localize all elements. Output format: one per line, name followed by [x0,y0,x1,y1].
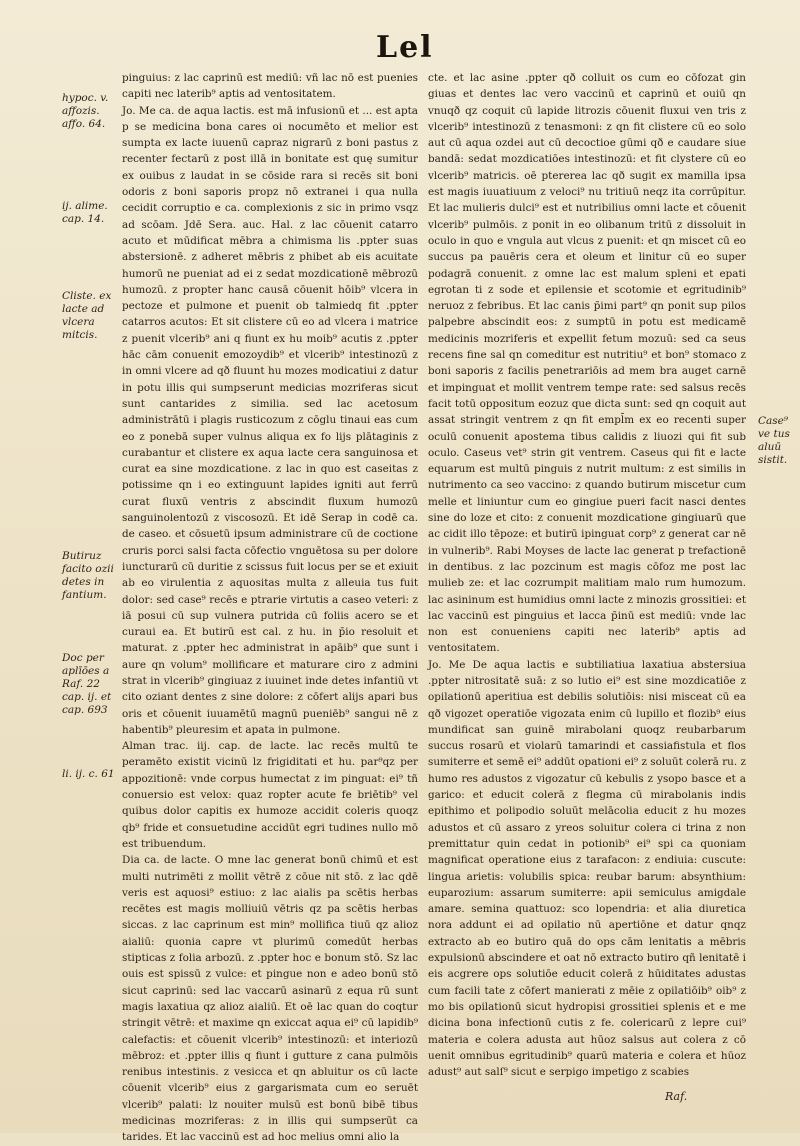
folio-number: Lel [376,30,434,65]
margin-note-butiru: Butiruz facito ozii detes in fantium. [62,550,114,601]
right-column [428,70,746,1100]
right-paragraph: Jo. Me De aqua lactis e subtiliatiua laxatiua abstersiua .ppter nitrositatē suā: z so lutio ei⁹ est sine mozdicatiōe z opilationū aperitiua est debilis solutiōis: nisi misceat cū ea qð vigozet operatiōe vigozata enim cū lupillo et flozib⁹ eius mundificat san guinē mirabolani quoqz reubarbarum succus rosarū et violarū tamarindi et cassiafistula et flos sumiterre et semē ei⁹ addūt opationi ei⁹ z soluūt colerā ru. z humo res adustos z vigozatur cū kebulis z ysopo basce et a garico: et educit colerā z flegma cū mirabolanis indis epithimo et polipodio soluūt melācolia educit z hu mozes adustos et cū assaro z yreos soluitur colera ci trina z non premittatur quin cedat in potionib⁹ ei⁹ spi ca quoniam magnificat operatione eius z tarafacon: z endiuia: cuscute: lingua arietis: volubilis spica: reubar barum: absynthium: euparozium: assarum sumiterre: apii semiculus amigdale amare. semina quattuoz: sco lopendria: et alia diuretica nora addunt ei ad opilatio nū apertiōne et datur qnqz extracto ab eo butiro quā do ops cām lenitatis a mēbris expulsionū abscindere et oat nō extracto butiro qñ lenitatē i eis acgrere ops solutiōe educit colerā z hūiditates adustas cum facili tate z cōfert manierati z mēie z opilatiōib⁹ oib⁹ z mo bis opilationū sicut hydropisi grossitiei splenis et e me dicina bona infectionū cutis z fe. colericarū z lepre cui⁹ materia e colera adusta aut hūoz salsus aut colera z cō uenit omnibus egritudinib⁹ quarū materia e colera et hūoz adust⁹ aut salſ⁹ sicut e serpigo impetigo z scabies [428,658,746,1079]
margin-note-cliste: Cliste. ex lacte ad vlcera mitcis. [62,290,112,341]
catchword: Raf. [665,1090,688,1103]
left-paragraph: Jo. Me ca. de aqua lactis. est mā infusionū et ... est apta p se medicina bona cares oi nocumēto et melior est sumpta ex lacte iuuenū capraz nigrarū z boni pastus z recenter fectarū z post illā in bonitate est quę sumitur ex ouibus z laudat in se cōside rara si recēs sit boni odoris z boni saporis propz nō extranei i qua nulla cecidit corruptio e ca. complexionis z sic in primo vsqz ad scōam. Jdē Sera. auc. Hal. z lac cōuenit catarro acuto et mūdificat mēbra a chimisma lis .ppter suas abstersionē. z adheret mēbris z phibet ab eis acuitate humorū ne pueniat ad ei z sedat mozdicationē mēbrozū humozū. z propter hanc causā cōuenit hōib⁹ vlcera in pectoze et pulmone et puenit ob talmiedq fit .ppter catarros acutos: Et sit clistere cū eo ad vlcera i matrice z puenit vlcerib⁹ ani q fiunt ex hu moib⁹ acutis z .ppter hāc cām conuenit emozoydib⁹ et vlcerib⁹ intestinozū z in omni vlcere ad qð fluunt hu mozes modicatiui z datur in potu illis qui sumpserunt medicias mozriferas sicut sunt cantarides z similia. sed lac acetosum administrātū i plagis rusticozum z cōglu tinaui eas cum eo z ponebā super vulnus aliqua ex fo lijs plātaginis z curabantur et clistere ex aqua lacte cera sanguinosa et curat ea sine mozdicatione. z lac in quo est caseitas z potissime qn i eo extinguunt lapides igniti aut ferrū curat fluxū ventris z abscindit fluxum humozū sanguinolentozū z viscosozū. Et idē Serap in codē ca. de caseo. et cōsuetū ipsum administrare cū de coctione cruris porci salsi facta cōfectio vnguētosa su per dolore iuncturarū cū duritie z scissus fuit locus per se et exiuit ab eo virulentia z aquositas multa z alleuia tus fuit dolor: sed case⁹ recēs e ptrarie virtutis a caseo veteri: z iā posui cū sup vulnera putrida cū foliis acero se et curaui ea. Et butirū est cal. z hu. in p̄io resoluit et maturat. z .ppter hec administrat in apāib⁹ que sunt i aure qn volum⁹ mollificare et maturare ciro z admini strat in vlcerib⁹ gingiuaz z iuuinet inde detes infantiū vt cito oziant dentes z sine dolore: z cōfert alijs apari bus oris et cōuenit iuuamētū magnū pueniēb⁹ sangui nē z habentib⁹ pleuresim et apata in pulmone. [122,104,418,736]
margin-note-hypoc: hypoc. v. affozis. affo. 64. [62,92,109,130]
margin-note-lic: li. ij. c. 61 [62,768,115,780]
margin-note-case: Case⁹ ve tus aluū sistit. [758,415,790,466]
left-column [122,70,418,1144]
left-paragraph: pinguius: z lac caprinū est mediū: vñ lac nō est puenies capiti nec laterib⁹ aptis ad ventositatem. [122,72,418,101]
right-paragraph: cte. et lac asine .ppter qð colluit os cum eo cōfozat gin giuas et dentes lac vero vaccinū et caprinū et ouiū qn vnuqð qz coquit cū lapide litrozis cōuenit fluxui ven tris z vlcerib⁹ intestinozū z tenasmoni: z qn fit clistere cū eo solo aut cū aqua ozdei aut cū decoctioe gūmi qð e caudare siue bandā: sedat mozdicatiōes intestinozū: et fit clystere cū eo vlcerib⁹ matricis. oē ptererea lac qð sugit ex mamilla ipsa est magis iuuatiuum z veloci⁹ nu tritiuū neqz ita corrūpitur. Et lac mulieris dulci⁹ est et nutribilius omni lacte et cōuenit vlcerib⁹ pulmōis. z ponit in eo olibanum tritū z dissoluit in oculo in quo e vngula aut vlcus z puenit: et qn miscet cū eo succus pa pauēris cera et oleum et linitur cū eo super podagrā conuenit. z omne lac est malum spleni et epati egrotan ti z sode et epilensie et scotomie et egritudinib⁹ neruoz z febribus. Et lac canis p̄imi part⁹ qn ponit sup pilos palpebre abscindit eos: z sumptū in potu est medicamē medicinis mozriferis et expellit fetum mozuū: sed ca seus recens fine sal qn comeditur est nutritiu⁹ et bon⁹ stomaco z boni saporis z facilis penetrariōis ad mem bra auget carnē et impinguat et mollit ventrem tempe rate: sed salsus recēs facit totū oppositum eozuz que dicta sunt: sed qn coquit aut assat stringit ventrem z qn fit empl̄m ex eo recenti super oculū conuenit apostema tibus calidis z liuozi qui fit sub oculo. Caseus vet⁹ strin git ventrem. Caseus qui fit e lacte equarum est multū pinguis z nutrit multum: z est similis in nutrimento ca seo vaccino: z quando butirum miscetur cum melle et liniuntur cum eo gingiue pueri facit nasci dentes sine do loze et cito: z conuenit mozdicatione gingiuarū que ac cidit illo tēpoze: et butirū ipinguat corp⁹ z generat car nē in vulnerib⁹. Rabi Moyses de lacte lac generat p trefactionē in dentibus. z lac pozcinum est magis cōfoz me post lac mulieb ze: et lac cozrumpit malitiam malo rum humozum. lac asininum est humidius omni lacte z minozis grossitiei: et lac vaccinū est pinguius et lacca p̄inū est mediū: vnde lac non est conueniens capiti nec laterib⁹ aptis ad ventositatem. [428,72,746,655]
margin-note-doc: Doc per aplīōes a Raf. 22 cap. ij. et cap. 693 [62,652,112,716]
margin-note-alime: ij. alime. cap. 14. [62,200,108,225]
left-paragraph: Dia ca. de lacte. O mne lac generat bonū chimū et est multi nutrimēti z mollit vētrē z cōue nit stō. z lac qdē veris est aquosi⁹ estiuo: z lac aialis pa scētis herbas recētes est magis molliuiū vētris qz pa scētis herbas siccas. z lac caprinum est min⁹ mollifica tiuū qz alioz aialiū: quonia capre vt plurimū comedūt herbas stipticas z folia arbozū. z .ppter hoc e bonum stō. Sz lac ouis est spissū z vulce: et pingue non e adeo bonū stō sicut caprinū: sed lac vaccarū asinarū z equa rū sunt magis laxatiua qz alioz aialiū. Et oē lac quan do coqtur stringit vētrē: et maxime qn exiccat aqua ei⁹ cū lapidib⁹ calefactis: et cōuenit vlcerib⁹ intestinozū: et interiozū mēbroz: et .ppter illis q fiunt i gutture z cana pulmōis renibus intestinis. z vesicca et qn abluitur os cū lacte cōuenit vlcerib⁹ eius z gargarismata cum eo seruēt vlcerib⁹ palati: lz nouiter mulsū est bonū bibē tibus medicinas mozriferas: z in illis qui sumpserūt ca tarides. Et lac vaccinū est ad hoc melius omni alio la [122,854,418,1144]
left-paragraph: Alman trac. iij. cap. de lacte. lac recēs multū te peramēto existit vicinū lz frigiditati et hu. par⁹qz per appozitionē: vnde corpus humectat z im pinguat: ei⁹ tñ conuersio est velox: quaz ropter acute fe briētib⁹ vel quibus dolor capitis ex humoze accidit coleris quoqz qb⁹ fride et consuetudine accidūt egri tudines nullo mō est tribuendum. [122,740,418,850]
